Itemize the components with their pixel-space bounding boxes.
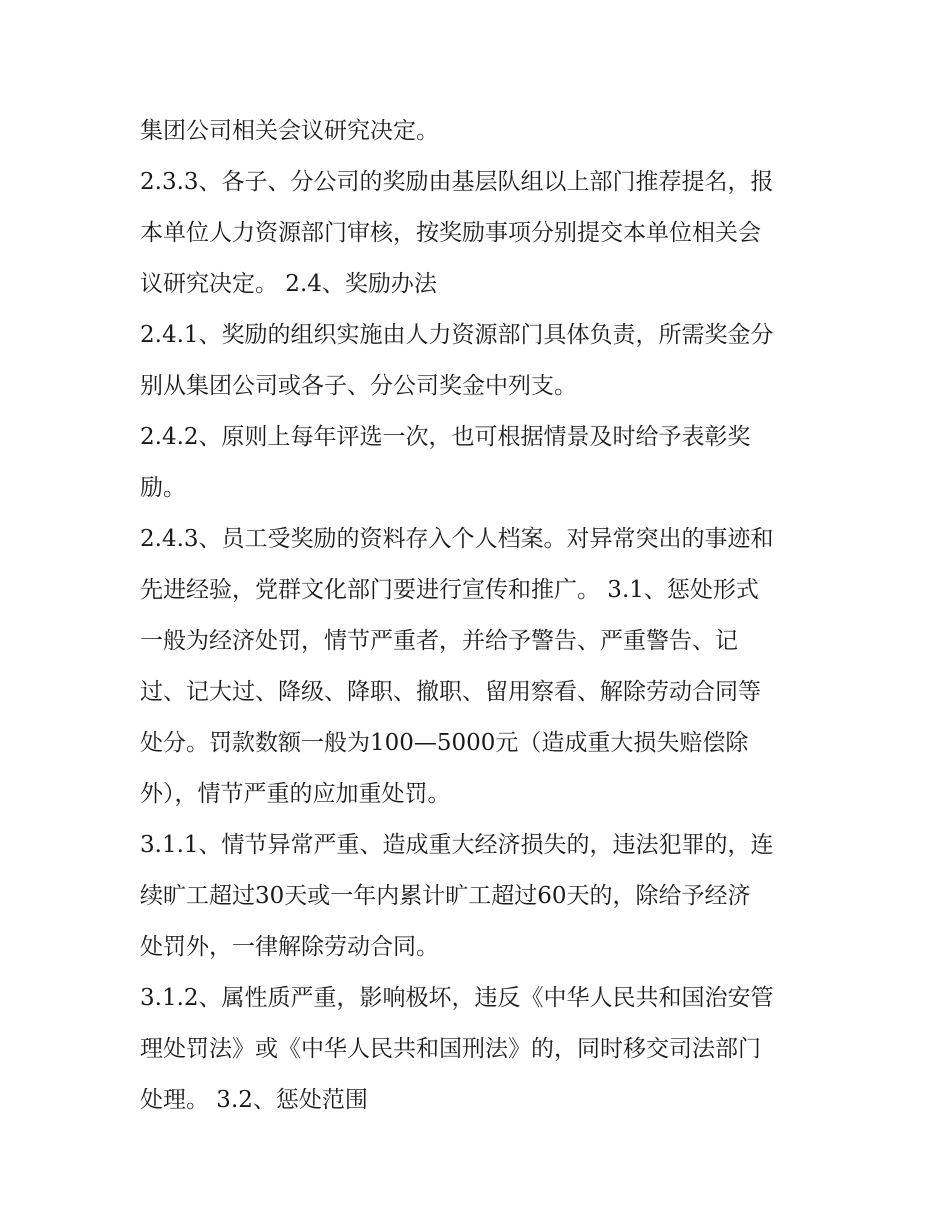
text-line: 处理。 3.2、惩处范围	[140, 1087, 368, 1113]
text-line: 议研究决定。 2.4、奖励办法	[140, 271, 437, 297]
text-line: 处罚外，一律解除劳动合同。	[140, 934, 439, 960]
text-line: 外），情节严重的应加重处罚。	[140, 781, 451, 807]
text-line: 别从集团公司或各子、分公司奖金中列支。	[140, 373, 577, 399]
text-line: 3.1.1、情节异常严重、造成重大经济损失的，违法犯罪的，连	[140, 832, 774, 858]
text-line: 集团公司相关会议研究决定。	[140, 118, 439, 144]
text-line: 续旷工超过30天或一年内累计旷工超过60天的，除给予经济	[140, 883, 751, 909]
text-line: 3.1.2、属性质严重，影响极坏，违反《中华人民共和国治安管	[140, 985, 774, 1011]
text-line: 2.4.3、员工受奖励的资料存入个人档案。对异常突出的事迹和	[140, 526, 774, 552]
text-line: 2.4.2、原则上每年评选一次，也可根据情景及时给予表彰奖	[140, 424, 751, 450]
text-line: 一般为经济处罚，情节严重者，并给予警告、严重警告、记	[140, 628, 738, 654]
text-line: 过、记大过、降级、降职、撤职、留用察看、解除劳动合同等	[140, 679, 761, 705]
text-line: 励。	[140, 475, 186, 501]
text-line: 本单位人力资源部门审核，按奖励事项分别提交本单位相关会	[140, 220, 761, 246]
body-text	[140, 106, 830, 1126]
text-line: 理处罚法》或《中华人民共和国刑法》的，同时移交司法部门	[140, 1036, 761, 1062]
text-line: 2.3.3、各子、分公司的奖励由基层队组以上部门推荐提名，报	[140, 169, 774, 195]
text-line: 处分。罚款数额一般为100—5000元（造成重大损失赔偿除	[140, 730, 749, 756]
text-line: 2.4.1、奖励的组织实施由人力资源部门具体负责，所需奖金分	[140, 322, 774, 348]
text-line: 先进经验，党群文化部门要进行宣传和推广。 3.1、惩处形式	[140, 577, 759, 603]
